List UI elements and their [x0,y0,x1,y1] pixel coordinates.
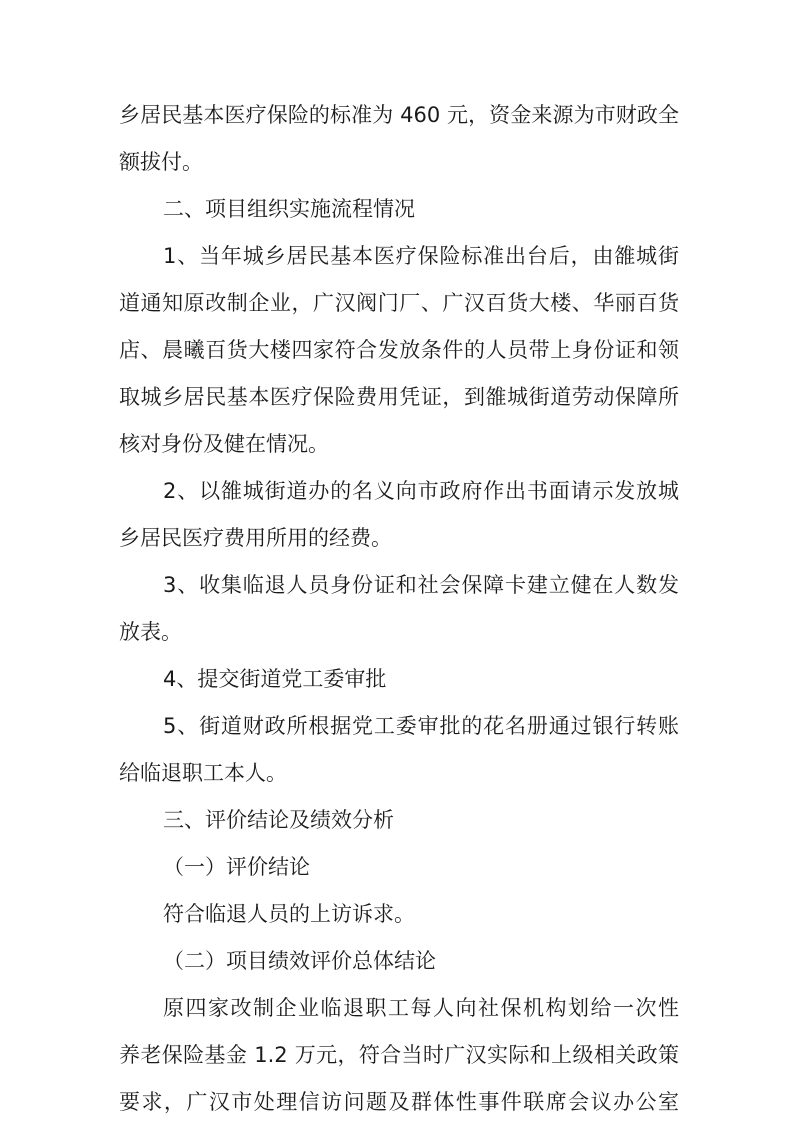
section-heading: 二、项目组织实施流程情况 [163,197,415,221]
body-text-line: 额拔付。 [119,150,203,174]
section-heading: 三、评价结论及绩效分析 [163,808,394,832]
list-item-5: 5、街道财政所根据党工委审批的花名册通过银行转账 [163,714,679,738]
list-item-1: 1、当年城乡居民基本医疗保险标准出台后，由雒城街 [163,244,679,268]
body-text-line: 给临退职工本人。 [119,761,287,785]
list-item-2: 2、以雒城街道办的名义向市政府作出书面请示发放城 [163,479,679,503]
list-item-4: 4、提交街道党工委审批 [163,667,387,691]
body-text-line: 核对身份及健在情况。 [119,432,329,456]
body-text-line: 乡居民基本医疗保险的标准为 460 元，资金来源为市财政全 [119,103,679,127]
body-text-line: 店、晨曦百货大楼四家符合发放条件的人员带上身份证和领 [119,338,679,362]
body-text-line: 要求，广汉市处理信访问题及群体性事件联席会议办公室 [119,1090,679,1114]
body-text-line: 原四家改制企业临退职工每人向社保机构划给一次性 [163,996,679,1020]
subsection-heading: （一）评价结论 [163,855,310,879]
body-text-line: 符合临退人员的上访诉求。 [163,902,415,926]
body-text-line: 养老保险基金 1.2 万元，符合当时广汉实际和上级相关政策 [119,1043,679,1067]
body-text-line: 乡居民医疗费用所用的经费。 [119,526,392,550]
body-text-line: 取城乡居民基本医疗保险费用凭证，到雒城街道劳动保障所 [119,385,679,409]
list-item-3: 3、收集临退人员身份证和社会保障卡建立健在人数发 [163,573,679,597]
body-text-line: 道通知原改制企业，广汉阀门厂、广汉百货大楼、华丽百货 [119,291,679,315]
body-text-line: 放表。 [119,620,182,644]
subsection-heading: （二）项目绩效评价总体结论 [163,949,436,973]
